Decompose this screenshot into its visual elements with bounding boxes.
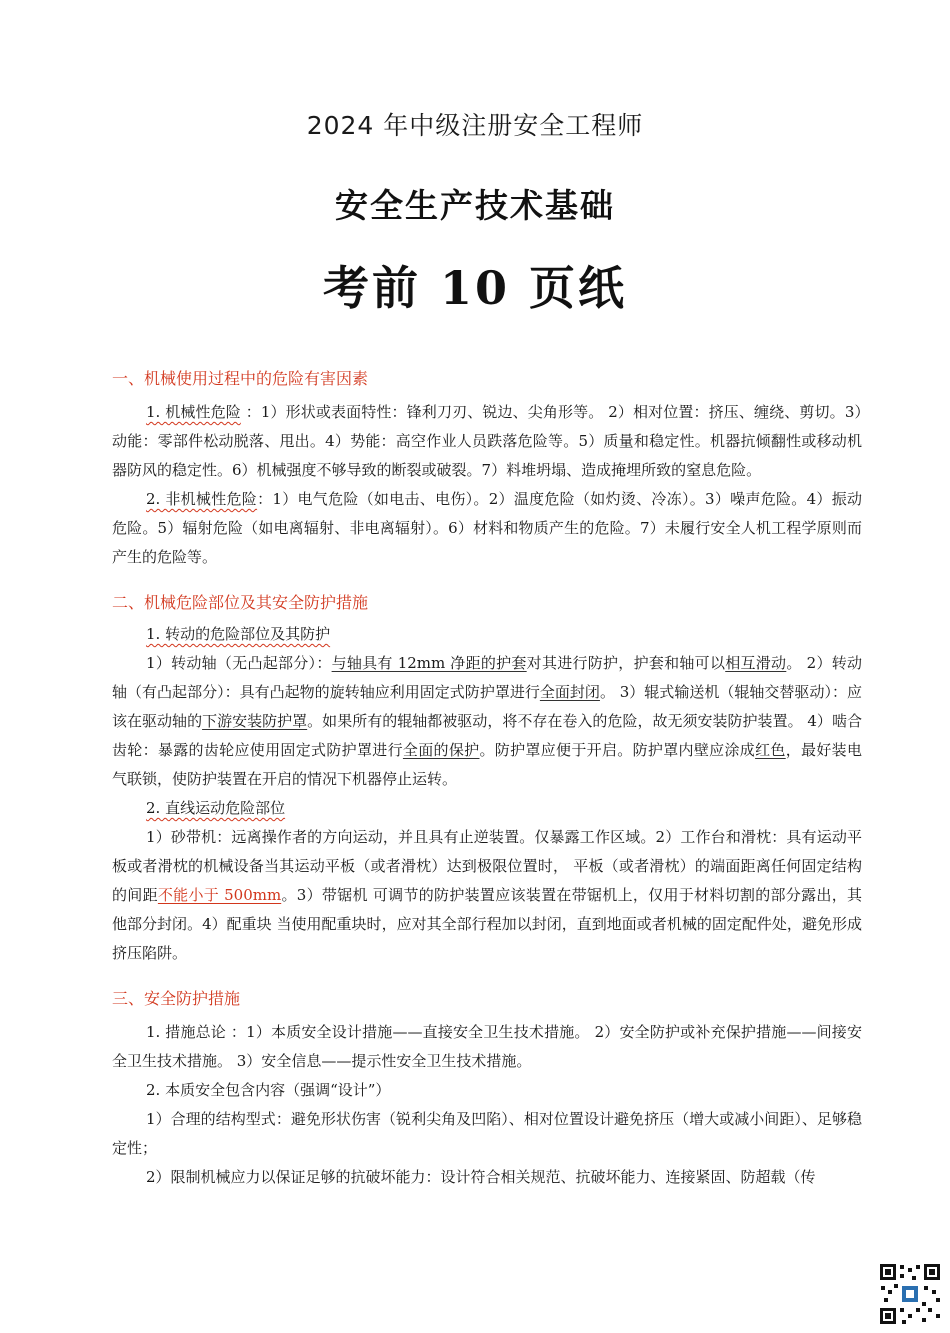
paragraph-rotating: 1）转动轴（无凸起部分）：与轴具有 12mm 净距的护套对其进行防护，护套和轴可以相互滑动。 2）转动轴（有凸起部分）：具有凸起物的旋转轴应利用固定式防护罩进行全面封闭。 3）辊式输送机（辊轴交替驱动）：应该在驱动轴的下游安装防护罩。如果所有的辊轴都被驱动，将不存在卷入的危险，故无须安装防护装置。 4）啮合齿轮：暴露的齿轮应使用固定式防护罩进行全面的保护。防护罩应便于开启。防护罩内壁应涂成红色，最好装电气联锁，使防护装置在开启的情况下机器停止运转。 (112, 654, 862, 788)
highlight-500mm: 不能小于 500mm (157, 886, 282, 904)
section-heading-2: 二、机械危险部位及其安全防护措施 (112, 593, 369, 612)
paragraph-measures-overview: 1. 措施总论 ：1）本质安全设计措施——直接安全卫生技术措施。 2）安全防护或补充保护措施——间接安全卫生技术措施。 3）安全信息——提示性安全卫生技术措施。 (112, 1023, 862, 1070)
paragraph-mechanical-hazard: 1. 机械性危险 ：1）形状或表面特性：锋利刀刃、锐边、尖角形等。 2）相对位置：挤压、缠绕、剪切。3）动能：零部件松动脱落、甩出。4）势能：高空作业人员跌落危险等。5）质量和稳定性。机器抗倾翻性或移动机器防风的稳定性。6）机械强度不够导致的断裂或破裂。7）料堆坍塌、造成掩埋所致的窒息危险。 (112, 403, 862, 479)
section-heading-3: 三、安全防护措施 (112, 989, 241, 1008)
doc-content (112, 364, 862, 1192)
doc-title-line2: 安全生产技术基础 (335, 186, 615, 225)
term-nonmechanical-hazard: 2. 非机械性危险 (146, 490, 258, 508)
term-mechanical-hazard: 1. 机械性危险 (146, 403, 241, 421)
paragraph-intrinsic-safety: 2. 本质安全包含内容（强调“设计”） (146, 1081, 391, 1099)
section-heading-1: 一、机械使用过程中的危险有害因素 (112, 369, 369, 388)
subheading-rotating: 1. 转动的危险部位及其防护 (146, 625, 331, 643)
paragraph-nonmechanical-hazard: 2. 非机械性危险：1）电气危险（如电击、电伤）。2）温度危险（如灼烫、冷冻）。3）噪声危险。4）振动危险。5）辐射危险（如电离辐射、非电离辐射）。6）材料和物质产生的危险。7）未履行安全人机工程学原则而产生的危险等。 (112, 490, 862, 566)
paragraph-structure: 1）合理的结构型式：避免形状伤害（锐利尖角及凹陷）、相对位置设计避免挤压（增大或减小间距）、足够稳定性； (112, 1110, 862, 1157)
paragraph-stress: 2）限制机械应力以保证足够的抗破坏能力：设计符合相关规范、抗破坏能力、连接紧固、防超载（传 (146, 1168, 816, 1186)
paragraph-linear: 1）砂带机：远离操作者的方向运动，并且具有止逆装置。仅暴露工作区域。2）工作台和滑枕：具有运动平板或者滑枕的机械设备当其运动平板（或者滑枕）达到极限位置时， 平板（或者滑枕）的端面距离任何固定结构的间距不能小于 500mm。3）带锯机 可调节的防护装置应该装置在带锯机上，仅用于材料切割的部分露出，其他部分封闭。4）配重块 当使用配重块时，应对其全部行程加以封闭，直到地面或者机械的固定配件处，避免形成挤压陷阱。 (112, 828, 862, 962)
subheading-linear: 2. 直线运动危险部位 (146, 799, 286, 817)
doc-title-line3: 考前 10 页纸 (322, 261, 628, 315)
doc-title-line1: 2024 年中级注册安全工程师 (306, 111, 644, 140)
qr-code-icon (878, 1262, 942, 1326)
